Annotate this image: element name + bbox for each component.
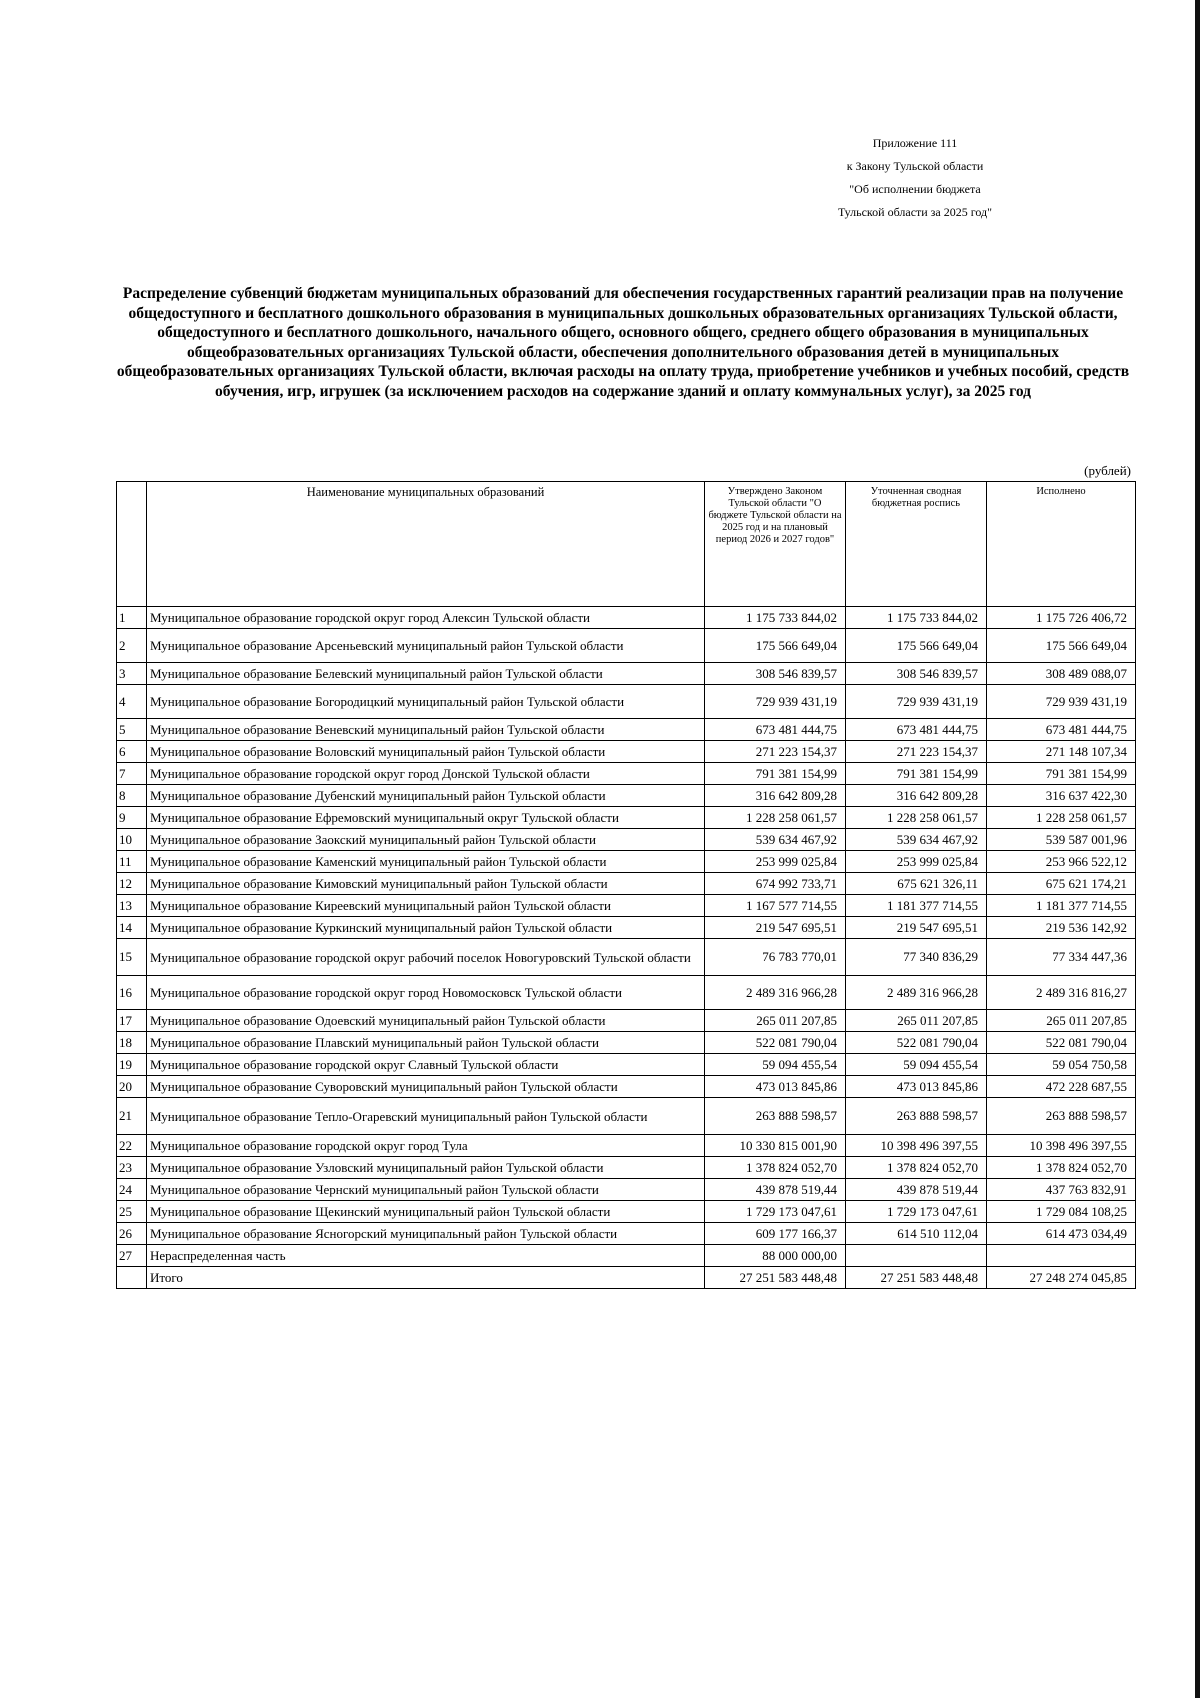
row-refined-value: 316 642 809,28 — [846, 785, 987, 807]
table-row — [117, 807, 1136, 829]
row-refined-value: 522 081 790,04 — [846, 1032, 987, 1054]
row-name: Муниципальное образование Суворовский муниципальный район Тульской области — [147, 1076, 705, 1098]
table-row — [117, 829, 1136, 851]
row-executed-value: 316 637 422,30 — [987, 785, 1136, 807]
table-row — [117, 685, 1136, 719]
row-executed-value — [987, 1245, 1136, 1267]
units-label: (рублей) — [1084, 463, 1131, 478]
row-name: Муниципальное образование городской округ город Тула — [147, 1135, 705, 1157]
row-number: 17 — [117, 1010, 147, 1032]
table-row — [117, 1223, 1136, 1245]
row-executed-value: 59 054 750,58 — [987, 1054, 1136, 1076]
row-refined-value: 263 888 598,57 — [846, 1098, 987, 1135]
row-refined-value: 1 378 824 052,70 — [846, 1157, 987, 1179]
scan-edge — [1195, 0, 1200, 1698]
row-number: 5 — [117, 719, 147, 741]
table-row — [117, 1054, 1136, 1076]
row-refined-value: 27 251 583 448,48 — [846, 1267, 987, 1289]
row-name: Муниципальное образование городской округ Славный Тульской области — [147, 1054, 705, 1076]
table-row — [117, 1201, 1136, 1223]
row-executed-value: 175 566 649,04 — [987, 629, 1136, 663]
row-approved-value: 219 547 695,51 — [705, 917, 846, 939]
row-number: 8 — [117, 785, 147, 807]
row-name: Муниципальное образование Белевский муниципальный район Тульской области — [147, 663, 705, 685]
row-name: Муниципальное образование Узловский муниципальный район Тульской области — [147, 1157, 705, 1179]
row-refined-value: 675 621 326,11 — [846, 873, 987, 895]
row-name: Муниципальное образование Плавский муниципальный район Тульской области — [147, 1032, 705, 1054]
table-row — [117, 1157, 1136, 1179]
table-row — [117, 1267, 1136, 1289]
row-executed-value: 1 175 726 406,72 — [987, 607, 1136, 629]
table-row — [117, 763, 1136, 785]
row-name: Нераспределенная часть — [147, 1245, 705, 1267]
row-number: 22 — [117, 1135, 147, 1157]
row-number: 13 — [117, 895, 147, 917]
row-executed-value: 271 148 107,34 — [987, 741, 1136, 763]
row-executed-value: 2 489 316 816,27 — [987, 976, 1136, 1010]
row-name: Муниципальное образование городской округ город Алексин Тульской области — [147, 607, 705, 629]
row-name: Муниципальное образование Куркинский муниципальный район Тульской области — [147, 917, 705, 939]
header-executed: Исполнено — [987, 482, 1136, 607]
row-approved-value: 1 729 173 047,61 — [705, 1201, 846, 1223]
row-executed-value: 539 587 001,96 — [987, 829, 1136, 851]
row-refined-value: 2 489 316 966,28 — [846, 976, 987, 1010]
row-approved-value: 271 223 154,37 — [705, 741, 846, 763]
table-row — [117, 939, 1136, 976]
row-refined-value: 729 939 431,19 — [846, 685, 987, 719]
row-number: 14 — [117, 917, 147, 939]
table-row — [117, 1010, 1136, 1032]
row-executed-value: 219 536 142,92 — [987, 917, 1136, 939]
row-executed-value: 77 334 447,36 — [987, 939, 1136, 976]
row-number: 26 — [117, 1223, 147, 1245]
row-name: Муниципальное образование Заокский муниципальный район Тульской области — [147, 829, 705, 851]
document-title: Распределение субвенций бюджетам муниципальных образований для обеспечения государственных гарантий реализации прав на получение общедоступного и бесплатного дошкольного образования в муниципальных дошкольных образовательных организациях Тульской области, общедоступного и бесплатного дошкольного, начального общего, основного общего, среднего общего образования в муниципальных общеобразовательных организациях Тульской области, обеспечения дополнительного образования детей в муниципальных общеобразовательных организациях Тульской области, включая расходы на оплату труда, приобретение учебников и учебных пособий, средств обучения, игр, игрушек (за исключением расходов на содержание зданий и оплату коммунальных услуг), за 2025 год — [116, 285, 1130, 400]
row-number: 15 — [117, 939, 147, 976]
row-approved-value: 1 167 577 714,55 — [705, 895, 846, 917]
row-number: 16 — [117, 976, 147, 1010]
row-number: 10 — [117, 829, 147, 851]
row-executed-value: 10 398 496 397,55 — [987, 1135, 1136, 1157]
row-name: Муниципальное образование Воловский муниципальный район Тульской области — [147, 741, 705, 763]
row-refined-value: 791 381 154,99 — [846, 763, 987, 785]
row-number: 18 — [117, 1032, 147, 1054]
row-number: 11 — [117, 851, 147, 873]
row-approved-value: 88 000 000,00 — [705, 1245, 846, 1267]
row-name: Итого — [147, 1267, 705, 1289]
row-refined-value: 271 223 154,37 — [846, 741, 987, 763]
row-executed-value: 437 763 832,91 — [987, 1179, 1136, 1201]
table-row — [117, 895, 1136, 917]
row-executed-value: 265 011 207,85 — [987, 1010, 1136, 1032]
header-name: Наименование муниципальных образований — [147, 482, 705, 607]
row-refined-value: 673 481 444,75 — [846, 719, 987, 741]
row-executed-value: 308 489 088,07 — [987, 663, 1136, 685]
row-approved-value: 27 251 583 448,48 — [705, 1267, 846, 1289]
row-number: 27 — [117, 1245, 147, 1267]
row-number: 12 — [117, 873, 147, 895]
row-number: 23 — [117, 1157, 147, 1179]
row-approved-value: 59 094 455,54 — [705, 1054, 846, 1076]
row-executed-value: 253 966 522,12 — [987, 851, 1136, 873]
row-refined-value: 1 729 173 047,61 — [846, 1201, 987, 1223]
header-refined: Уточненная сводная бюджетная роспись — [846, 482, 987, 607]
row-number — [117, 1267, 147, 1289]
table-header-row — [117, 482, 1136, 607]
row-refined-value: 473 013 845,86 — [846, 1076, 987, 1098]
row-executed-value: 472 228 687,55 — [987, 1076, 1136, 1098]
row-approved-value: 253 999 025,84 — [705, 851, 846, 873]
row-refined-value: 265 011 207,85 — [846, 1010, 987, 1032]
row-executed-value: 791 381 154,99 — [987, 763, 1136, 785]
appendix-line-1: Приложение 111 — [872, 136, 958, 150]
row-approved-value: 439 878 519,44 — [705, 1179, 846, 1201]
row-refined-value: 1 228 258 061,57 — [846, 807, 987, 829]
table-row — [117, 1179, 1136, 1201]
row-refined-value: 219 547 695,51 — [846, 917, 987, 939]
table-row — [117, 607, 1136, 629]
table-row — [117, 1032, 1136, 1054]
header-number — [117, 482, 147, 607]
table-row — [117, 663, 1136, 685]
table-row — [117, 1098, 1136, 1135]
row-number: 7 — [117, 763, 147, 785]
row-name: Муниципальное образование Киреевский муниципальный район Тульской области — [147, 895, 705, 917]
row-approved-value: 473 013 845,86 — [705, 1076, 846, 1098]
row-number: 20 — [117, 1076, 147, 1098]
row-approved-value: 791 381 154,99 — [705, 763, 846, 785]
row-name: Муниципальное образование Одоевский муниципальный район Тульской области — [147, 1010, 705, 1032]
row-approved-value: 1 378 824 052,70 — [705, 1157, 846, 1179]
row-approved-value: 76 783 770,01 — [705, 939, 846, 976]
appendix-line-4: Тульской области за 2025 год" — [837, 205, 993, 219]
row-number: 9 — [117, 807, 147, 829]
table-row — [117, 917, 1136, 939]
row-number: 21 — [117, 1098, 147, 1135]
row-approved-value: 673 481 444,75 — [705, 719, 846, 741]
table-row — [117, 1245, 1136, 1267]
table-row — [117, 629, 1136, 663]
row-executed-value: 673 481 444,75 — [987, 719, 1136, 741]
row-executed-value: 729 939 431,19 — [987, 685, 1136, 719]
row-executed-value: 263 888 598,57 — [987, 1098, 1136, 1135]
appendix-line-3: "Об исполнении бюджета — [849, 182, 981, 196]
row-executed-value: 675 621 174,21 — [987, 873, 1136, 895]
subvention-table — [116, 481, 1136, 1289]
row-approved-value: 2 489 316 966,28 — [705, 976, 846, 1010]
row-executed-value: 1 181 377 714,55 — [987, 895, 1136, 917]
row-approved-value: 263 888 598,57 — [705, 1098, 846, 1135]
row-approved-value: 609 177 166,37 — [705, 1223, 846, 1245]
row-name: Муниципальное образование Тепло-Огаревский муниципальный район Тульской области — [147, 1098, 705, 1135]
row-refined-value: 308 546 839,57 — [846, 663, 987, 685]
row-refined-value: 1 175 733 844,02 — [846, 607, 987, 629]
row-executed-value: 1 228 258 061,57 — [987, 807, 1136, 829]
table-row — [117, 785, 1136, 807]
row-approved-value: 308 546 839,57 — [705, 663, 846, 685]
appendix-line-2: к Закону Тульской области — [846, 159, 984, 173]
row-name: Муниципальное образование Богородицкий муниципальный район Тульской области — [147, 685, 705, 719]
row-name: Муниципальное образование Щекинский муниципальный район Тульской области — [147, 1201, 705, 1223]
row-approved-value: 265 011 207,85 — [705, 1010, 846, 1032]
row-refined-value — [846, 1245, 987, 1267]
table-row — [117, 1135, 1136, 1157]
row-name: Муниципальное образование Веневский муниципальный район Тульской области — [147, 719, 705, 741]
row-refined-value: 253 999 025,84 — [846, 851, 987, 873]
row-refined-value: 77 340 836,29 — [846, 939, 987, 976]
row-name: Муниципальное образование Дубенский муниципальный район Тульской области — [147, 785, 705, 807]
row-executed-value: 522 081 790,04 — [987, 1032, 1136, 1054]
row-name: Муниципальное образование городской округ рабочий поселок Новогуровский Тульской области — [147, 939, 705, 976]
row-approved-value: 1 175 733 844,02 — [705, 607, 846, 629]
row-approved-value: 316 642 809,28 — [705, 785, 846, 807]
row-number: 2 — [117, 629, 147, 663]
table-row — [117, 741, 1136, 763]
row-number: 24 — [117, 1179, 147, 1201]
row-number: 19 — [117, 1054, 147, 1076]
row-executed-value: 27 248 274 045,85 — [987, 1267, 1136, 1289]
row-refined-value: 59 094 455,54 — [846, 1054, 987, 1076]
row-name: Муниципальное образование Кимовский муниципальный район Тульской области — [147, 873, 705, 895]
row-number: 1 — [117, 607, 147, 629]
header-approved: Утверждено Законом Тульской области "О бюджете Тульской области на 2025 год и на плановый период 2026 и 2027 годов" — [705, 482, 846, 607]
row-approved-value: 10 330 815 001,90 — [705, 1135, 846, 1157]
row-refined-value: 1 181 377 714,55 — [846, 895, 987, 917]
table-row — [117, 976, 1136, 1010]
row-approved-value: 729 939 431,19 — [705, 685, 846, 719]
row-name: Муниципальное образование Каменский муниципальный район Тульской области — [147, 851, 705, 873]
row-name: Муниципальное образование Ясногорский муниципальный район Тульской области — [147, 1223, 705, 1245]
row-approved-value: 674 992 733,71 — [705, 873, 846, 895]
table-row — [117, 873, 1136, 895]
row-executed-value: 1 378 824 052,70 — [987, 1157, 1136, 1179]
row-number: 4 — [117, 685, 147, 719]
row-number: 6 — [117, 741, 147, 763]
row-refined-value: 439 878 519,44 — [846, 1179, 987, 1201]
table-row — [117, 1076, 1136, 1098]
row-name: Муниципальное образование Ефремовский муниципальный округ Тульской области — [147, 807, 705, 829]
table-body — [117, 607, 1136, 1289]
row-refined-value: 614 510 112,04 — [846, 1223, 987, 1245]
row-name: Муниципальное образование городской округ город Донской Тульской области — [147, 763, 705, 785]
row-approved-value: 522 081 790,04 — [705, 1032, 846, 1054]
row-approved-value: 539 634 467,92 — [705, 829, 846, 851]
row-refined-value: 539 634 467,92 — [846, 829, 987, 851]
row-approved-value: 1 228 258 061,57 — [705, 807, 846, 829]
row-refined-value: 10 398 496 397,55 — [846, 1135, 987, 1157]
row-executed-value: 614 473 034,49 — [987, 1223, 1136, 1245]
row-number: 25 — [117, 1201, 147, 1223]
table-row — [117, 719, 1136, 741]
row-name: Муниципальное образование Чернский муниципальный район Тульской области — [147, 1179, 705, 1201]
row-approved-value: 175 566 649,04 — [705, 629, 846, 663]
row-name: Муниципальное образование Арсеньевский муниципальный район Тульской области — [147, 629, 705, 663]
appendix-note — [800, 132, 1030, 224]
row-executed-value: 1 729 084 108,25 — [987, 1201, 1136, 1223]
row-refined-value: 175 566 649,04 — [846, 629, 987, 663]
table-row — [117, 851, 1136, 873]
row-number: 3 — [117, 663, 147, 685]
row-name: Муниципальное образование городской округ город Новомосковск Тульской области — [147, 976, 705, 1010]
